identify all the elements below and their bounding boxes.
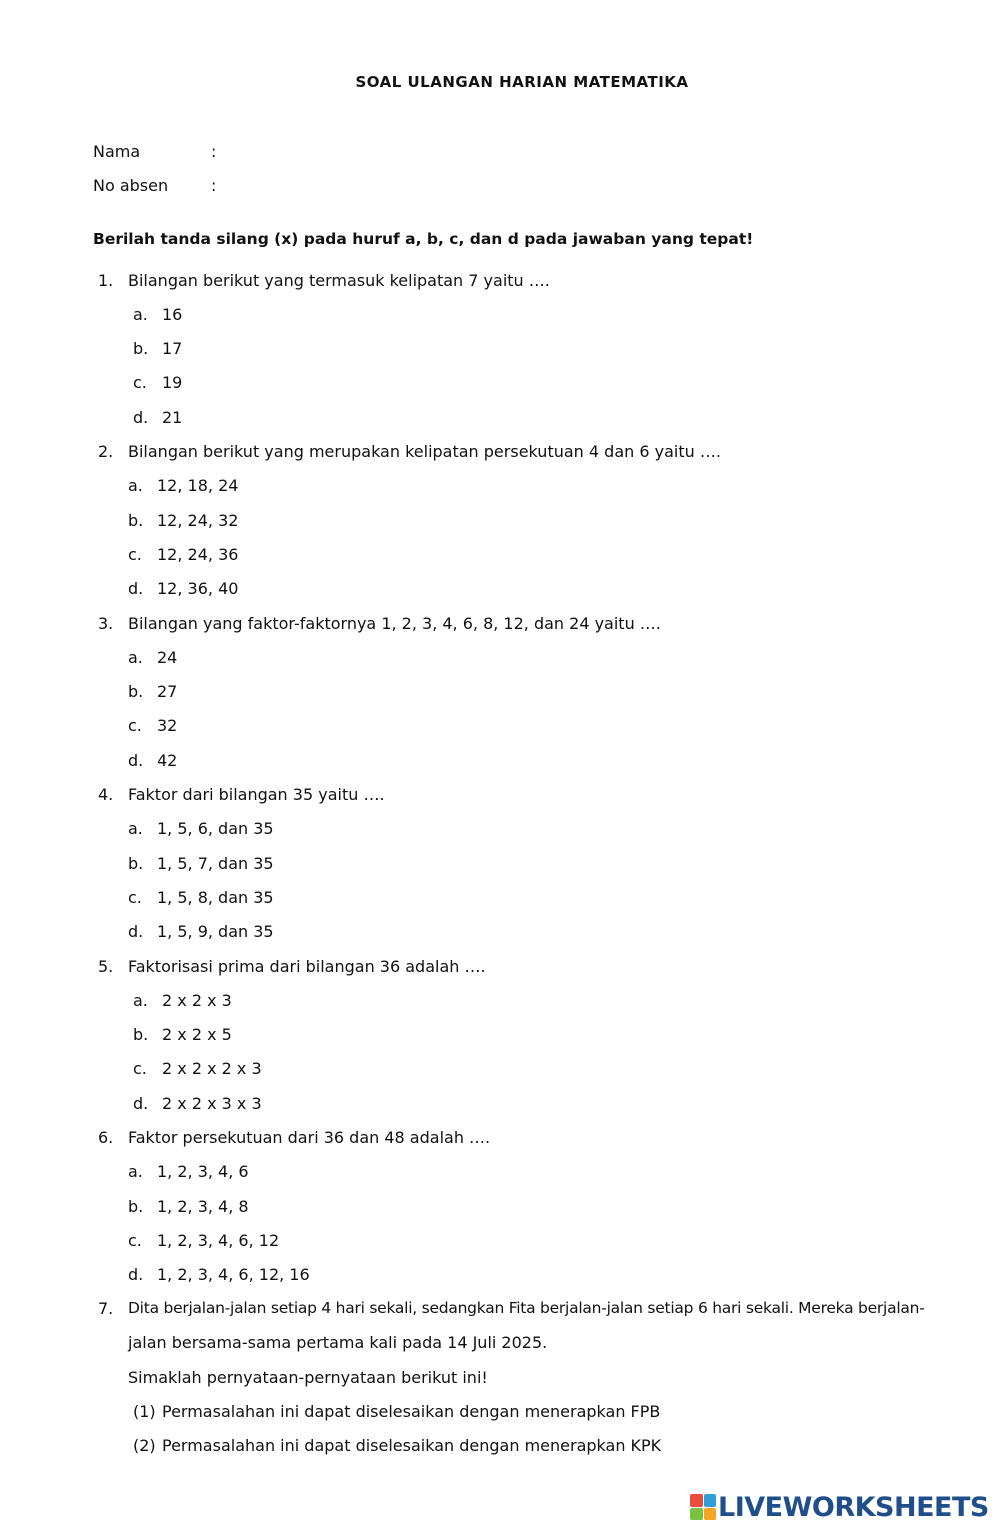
option-text: 1, 2, 3, 4, 8: [157, 1197, 249, 1216]
option-letter[interactable]: a.: [128, 476, 143, 495]
option-letter[interactable]: b.: [128, 682, 144, 701]
option-text: 1, 2, 3, 4, 6, 12: [157, 1231, 280, 1250]
logo-mark-icon: [690, 1494, 716, 1520]
question-number: 4.: [98, 785, 114, 804]
instruction: Berilah tanda silang (x) pada huruf a, b, c, dan d pada jawaban yang tepat!: [93, 230, 754, 248]
option-text: 12, 24, 32: [157, 511, 239, 530]
absence-number-separator: :: [211, 176, 217, 195]
question-text: Bilangan berikut yang termasuk kelipatan 7 yaitu ….: [128, 271, 550, 290]
option-text: 2 x 2 x 3: [162, 991, 232, 1010]
question-number: 2.: [98, 442, 114, 461]
question-text-line-2: jalan bersama-sama pertama kali pada 14 Juli 2025.: [128, 1333, 548, 1352]
option-letter[interactable]: a.: [128, 819, 143, 838]
option-letter[interactable]: d.: [133, 408, 149, 427]
option-letter[interactable]: c.: [133, 373, 147, 392]
logo-square: [690, 1494, 703, 1507]
name-label: Nama: [93, 142, 141, 161]
question-number: 5.: [98, 957, 114, 976]
logo-text: LIVEWORKSHEETS: [718, 1491, 989, 1523]
option-letter[interactable]: d.: [128, 922, 144, 941]
option-letter[interactable]: b.: [133, 1025, 149, 1044]
absence-number-label: No absen: [93, 176, 169, 195]
statement-text: Permasalahan ini dapat diselesaikan dengan menerapkan FPB: [162, 1402, 661, 1421]
option-text: 1, 5, 6, dan 35: [157, 819, 274, 838]
option-text: 21: [162, 408, 183, 427]
question-text: Bilangan yang faktor-faktornya 1, 2, 3, 4, 6, 8, 12, dan 24 yaitu ….: [128, 614, 661, 633]
option-letter[interactable]: a.: [133, 991, 148, 1010]
logo-square: [704, 1494, 717, 1507]
option-text: 17: [162, 339, 183, 358]
question-number: 3.: [98, 614, 114, 633]
liveworksheets-logo: [690, 1491, 989, 1523]
option-letter[interactable]: d.: [133, 1094, 149, 1113]
question-text: Faktor persekutuan dari 36 dan 48 adalah ….: [128, 1128, 491, 1147]
question-number: 1.: [98, 271, 114, 290]
option-text: 12, 24, 36: [157, 545, 239, 564]
name-field: [93, 142, 216, 161]
question-text: Faktor dari bilangan 35 yaitu ….: [128, 785, 385, 804]
option-text: 12, 36, 40: [157, 579, 239, 598]
logo-square: [704, 1508, 717, 1521]
question-number: 6.: [98, 1128, 114, 1147]
option-text: 42: [157, 751, 178, 770]
option-letter[interactable]: c.: [128, 716, 142, 735]
option-letter[interactable]: b.: [128, 511, 144, 530]
option-text: 27: [157, 682, 178, 701]
option-text: 16: [162, 305, 183, 324]
option-letter[interactable]: a.: [128, 648, 143, 667]
statement-number: (2): [133, 1436, 156, 1455]
option-letter[interactable]: c.: [133, 1059, 147, 1078]
option-letter[interactable]: c.: [128, 545, 142, 564]
option-text: 1, 5, 7, dan 35: [157, 854, 274, 873]
option-text: 2 x 2 x 3 x 3: [162, 1094, 262, 1113]
option-letter[interactable]: a.: [133, 305, 148, 324]
question-text-line-3: Simaklah pernyataan-pernyataan berikut ini!: [128, 1368, 488, 1387]
page-title: SOAL ULANGAN HARIAN MATEMATIKA: [355, 73, 689, 91]
option-text: 2 x 2 x 5: [162, 1025, 232, 1044]
statement-number: (1): [133, 1402, 156, 1421]
option-letter[interactable]: c.: [128, 1231, 142, 1250]
option-text: 1, 5, 8, dan 35: [157, 888, 274, 907]
option-text: 1, 5, 9, dan 35: [157, 922, 274, 941]
option-letter[interactable]: b.: [128, 1197, 144, 1216]
option-text: 1, 2, 3, 4, 6, 12, 16: [157, 1265, 310, 1284]
option-letter[interactable]: b.: [133, 339, 149, 358]
option-letter[interactable]: c.: [128, 888, 142, 907]
statement-text: Permasalahan ini dapat diselesaikan dengan menerapkan KPK: [162, 1436, 662, 1455]
question-text: Faktorisasi prima dari bilangan 36 adalah ….: [128, 957, 486, 976]
option-letter[interactable]: d.: [128, 751, 144, 770]
option-text: 19: [162, 373, 183, 392]
option-letter[interactable]: b.: [128, 854, 144, 873]
question-number: 7.: [98, 1299, 114, 1318]
option-text: 32: [157, 716, 178, 735]
option-text: 24: [157, 648, 178, 667]
absence-number-field: [93, 176, 216, 195]
name-separator: :: [211, 142, 217, 161]
option-letter[interactable]: d.: [128, 579, 144, 598]
logo-square: [690, 1508, 703, 1521]
option-text: 1, 2, 3, 4, 6: [157, 1162, 249, 1181]
question-text-line-1: Dita berjalan-jalan setiap 4 hari sekali, sedangkan Fita berjalan-jalan setiap 6 hari sekali. Mereka berjalan-: [128, 1299, 925, 1317]
question-text: Bilangan berikut yang merupakan kelipatan persekutuan 4 dan 6 yaitu ….: [128, 442, 721, 461]
option-letter[interactable]: a.: [128, 1162, 143, 1181]
option-letter[interactable]: d.: [128, 1265, 144, 1284]
option-text: 2 x 2 x 2 x 3: [162, 1059, 262, 1078]
option-text: 12, 18, 24: [157, 476, 239, 495]
